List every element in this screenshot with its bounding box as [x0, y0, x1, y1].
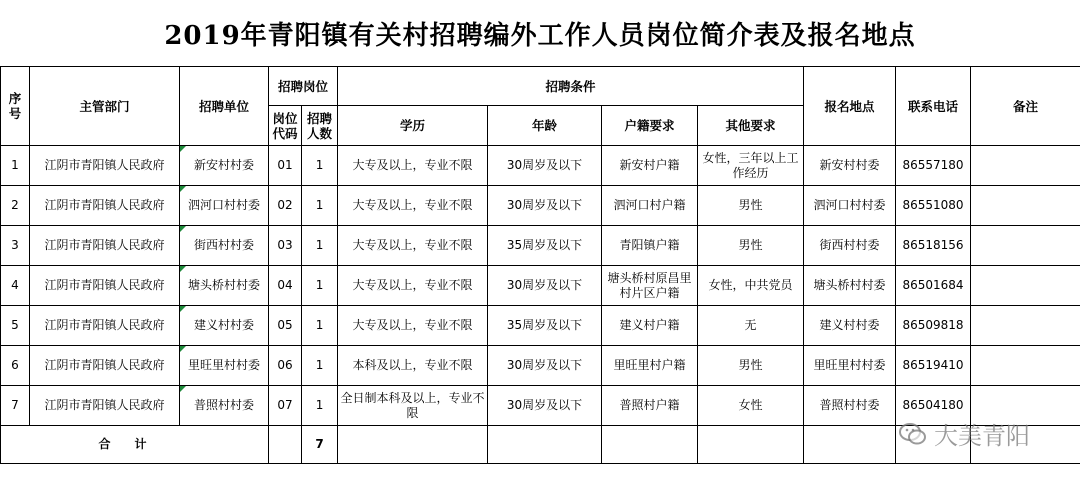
- cell-unit: [180, 146, 269, 186]
- cell-marker-icon: [180, 266, 186, 272]
- cell-count: 1: [302, 346, 338, 386]
- cell-education: 大专及以上，专业不限: [338, 266, 488, 306]
- cell-code: 06: [269, 346, 302, 386]
- cell-unit: [180, 226, 269, 266]
- cell-location: 普照村村委: [804, 386, 896, 426]
- cell-location: 街西村村委: [804, 226, 896, 266]
- cell-other: 女性，中共党员: [698, 266, 804, 306]
- cell-location: 塘头桥村村委: [804, 266, 896, 306]
- cell-education: 大专及以上，专业不限: [338, 186, 488, 226]
- cell-phone: 86509818: [896, 306, 971, 346]
- cell-location: 新安村村委: [804, 146, 896, 186]
- cell-age: 35周岁及以下: [488, 306, 602, 346]
- cell-code: 04: [269, 266, 302, 306]
- cell-phone: 86519410: [896, 346, 971, 386]
- header-phone: 联系电话: [896, 67, 971, 146]
- total-empty-cell: [698, 426, 804, 464]
- total-empty-cell: [602, 426, 698, 464]
- header-hukou: 户籍要求: [602, 106, 698, 146]
- cell-seq: 5: [1, 306, 30, 346]
- total-count: 7: [302, 426, 338, 464]
- cell-age: 30周岁及以下: [488, 386, 602, 426]
- header-row-1: [1, 67, 1080, 106]
- cell-remarks: [971, 266, 1080, 306]
- cell-hukou: 普照村户籍: [602, 386, 698, 426]
- cell-remarks: [971, 226, 1080, 266]
- table-row: [1, 186, 1080, 226]
- cell-hukou: 建义村户籍: [602, 306, 698, 346]
- cell-age: 30周岁及以下: [488, 346, 602, 386]
- header-age: 年龄: [488, 106, 602, 146]
- cell-unit-text: 建义村村委: [193, 318, 254, 332]
- header-education: 学历: [338, 106, 488, 146]
- cell-unit-text: 新安村村委: [193, 158, 254, 172]
- cell-seq: 2: [1, 186, 30, 226]
- cell-phone: 86501684: [896, 266, 971, 306]
- cell-marker-icon: [180, 146, 186, 152]
- cell-code: 02: [269, 186, 302, 226]
- cell-unit: [180, 186, 269, 226]
- cell-remarks: [971, 146, 1080, 186]
- cell-phone: 86518156: [896, 226, 971, 266]
- cell-age: 30周岁及以下: [488, 146, 602, 186]
- cell-hukou: 新安村户籍: [602, 146, 698, 186]
- cell-unit: [180, 266, 269, 306]
- table-row: [1, 226, 1080, 266]
- cell-education: 本科及以上，专业不限: [338, 346, 488, 386]
- total-empty-cell: [804, 426, 896, 464]
- cell-dept: 江阴市青阳镇人民政府: [30, 226, 180, 266]
- cell-code: 01: [269, 146, 302, 186]
- cell-code: 07: [269, 386, 302, 426]
- table-row: [1, 306, 1080, 346]
- cell-marker-icon: [180, 306, 186, 312]
- cell-other: 男性: [698, 346, 804, 386]
- cell-other: 男性: [698, 226, 804, 266]
- cell-unit-text: 街西村村委: [193, 238, 254, 252]
- page-title: 2019年青阳镇有关村招聘编外工作人员岗位简介表及报名地点: [164, 20, 916, 51]
- cell-unit-text: 里旺里村村委: [187, 358, 260, 372]
- total-label: 合计: [1, 426, 269, 464]
- cell-count: 1: [302, 266, 338, 306]
- recruitment-table: [0, 66, 1080, 464]
- cell-unit: [180, 386, 269, 426]
- cell-hukou: 青阳镇户籍: [602, 226, 698, 266]
- cell-hukou: 里旺里村户籍: [602, 346, 698, 386]
- cell-remarks: [971, 346, 1080, 386]
- header-location: 报名地点: [804, 67, 896, 146]
- total-empty-cell: [338, 426, 488, 464]
- cell-code: 03: [269, 226, 302, 266]
- cell-seq: 7: [1, 386, 30, 426]
- cell-remarks: [971, 386, 1080, 426]
- cell-location: 里旺里村村委: [804, 346, 896, 386]
- total-empty-cell: [971, 426, 1080, 464]
- table-row: [1, 266, 1080, 306]
- cell-phone: 86504180: [896, 386, 971, 426]
- cell-hukou: 泗河口村户籍: [602, 186, 698, 226]
- cell-unit: [180, 346, 269, 386]
- header-unit: 招聘单位: [180, 67, 269, 146]
- cell-unit-text: 泗河口村村委: [187, 198, 260, 212]
- cell-dept: 江阴市青阳镇人民政府: [30, 266, 180, 306]
- cell-location: 建义村村委: [804, 306, 896, 346]
- total-empty-cell: [896, 426, 971, 464]
- header-remarks: 备注: [971, 67, 1080, 146]
- cell-marker-icon: [180, 226, 186, 232]
- cell-age: 30周岁及以下: [488, 186, 602, 226]
- cell-count: 1: [302, 306, 338, 346]
- cell-location: 泗河口村村委: [804, 186, 896, 226]
- cell-count: 1: [302, 146, 338, 186]
- cell-marker-icon: [180, 386, 186, 392]
- table-row: [1, 146, 1080, 186]
- total-empty-cell: [488, 426, 602, 464]
- total-row: [1, 426, 1080, 464]
- cell-remarks: [971, 186, 1080, 226]
- header-headcount: 招聘人数: [302, 106, 338, 146]
- cell-marker-icon: [180, 346, 186, 352]
- cell-unit-text: 塘头桥村村委: [187, 278, 260, 292]
- cell-unit: [180, 306, 269, 346]
- header-seq: 序号: [1, 67, 30, 146]
- cell-age: 30周岁及以下: [488, 266, 602, 306]
- cell-other: 男性: [698, 186, 804, 226]
- cell-other: 女性，三年以上工作经历: [698, 146, 804, 186]
- cell-marker-icon: [180, 186, 186, 192]
- header-conditions-group: 招聘条件: [338, 67, 804, 106]
- cell-seq: 3: [1, 226, 30, 266]
- header-other: 其他要求: [698, 106, 804, 146]
- header-dept: 主管部门: [30, 67, 180, 146]
- cell-phone: 86557180: [896, 146, 971, 186]
- cell-seq: 1: [1, 146, 30, 186]
- cell-count: 1: [302, 386, 338, 426]
- cell-dept: 江阴市青阳镇人民政府: [30, 186, 180, 226]
- cell-dept: 江阴市青阳镇人民政府: [30, 386, 180, 426]
- cell-remarks: [971, 306, 1080, 346]
- cell-hukou: 塘头桥村原昌里村片区户籍: [602, 266, 698, 306]
- table-row: [1, 386, 1080, 426]
- header-position-group: 招聘岗位: [269, 67, 338, 106]
- watermark-text: 大美青阳: [934, 422, 1030, 450]
- cell-education: 大专及以上，专业不限: [338, 226, 488, 266]
- cell-age: 35周岁及以下: [488, 226, 602, 266]
- cell-other: 无: [698, 306, 804, 346]
- cell-dept: 江阴市青阳镇人民政府: [30, 346, 180, 386]
- cell-dept: 江阴市青阳镇人民政府: [30, 306, 180, 346]
- total-empty-cell: [269, 426, 302, 464]
- cell-code: 05: [269, 306, 302, 346]
- cell-seq: 4: [1, 266, 30, 306]
- cell-seq: 6: [1, 346, 30, 386]
- cell-unit-text: 普照村村委: [193, 398, 254, 412]
- cell-education: 大专及以上，专业不限: [338, 146, 488, 186]
- cell-education: 大专及以上，专业不限: [338, 306, 488, 346]
- cell-count: 1: [302, 186, 338, 226]
- table-row: [1, 346, 1080, 386]
- cell-dept: 江阴市青阳镇人民政府: [30, 146, 180, 186]
- cell-other: 女性: [698, 386, 804, 426]
- header-position-code: 岗位代码: [269, 106, 302, 146]
- cell-count: 1: [302, 226, 338, 266]
- cell-education: 全日制本科及以上，专业不限: [338, 386, 488, 426]
- cell-phone: 86551080: [896, 186, 971, 226]
